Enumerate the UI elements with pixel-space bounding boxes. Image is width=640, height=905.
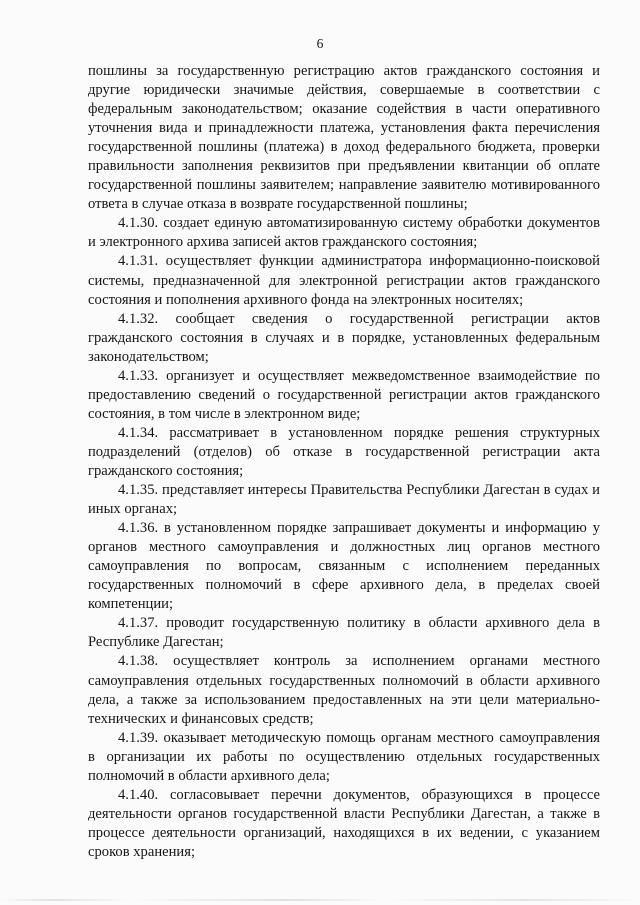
item-4-1-32: 4.1.32. сообщает сведения о государственной регистрации актов гражданского состояния в случаях и в порядке, установленных федеральным законодательством;	[88, 310, 600, 365]
item-4-1-39: 4.1.39. оказывает методическую помощь органам местного самоуправления в организации их работы по осуществлению отдельных государственных полномочий в области архивного дела;	[88, 729, 600, 784]
item-4-1-30: 4.1.30. создает единую автоматизированную систему обработки документов и электронного архива записей актов гражданского состояния;	[88, 215, 600, 251]
item-4-1-33: 4.1.33. организует и осуществляет межведомственное взаимодействие по предоставлению сведений о государственной регистрации актов гражданского состояния, в том числе в электронном виде;	[88, 367, 600, 422]
item-4-1-37: 4.1.37. проводит государственную политику в области архивного дела в Республике Дагестан;	[88, 615, 600, 651]
item-4-1-40: 4.1.40. согласовывает перечни документов, образующихся в процессе деятельности органов государственной власти Республики Дагестан, а также в процессе деятельности организаций, находящихся в их ведении, с указанием сроков хранения;	[88, 786, 600, 860]
item-4-1-35: 4.1.35. представляет интересы Правительства Республики Дагестан в судах и иных органах;	[88, 482, 600, 518]
item-4-1-36: 4.1.36. в установленном порядке запрашивает документы и информацию у органов местного самоуправления и должностных лиц органов местного самоуправления по вопросам, связанным с исполнением переданных государственных полномочий в сфере архивного дела, в пределах своей компетенции;	[88, 520, 600, 613]
page-number: 6	[316, 36, 324, 51]
item-4-1-31: 4.1.31. осуществляет функции администратора информационно-поисковой системы, предназначенной для электронной регистрации актов гражданского состояния и пополнения архивного фонда на электронных носителях;	[88, 253, 600, 308]
scan-bottom-edge	[0, 899, 640, 901]
document-body	[88, 62, 600, 862]
item-4-1-38: 4.1.38. осуществляет контроль за исполнением органами местного самоуправления отдельных государственных полномочий в области архивного дела, а также за использованием предоставленных на эти цели материально-технических и финансовых средств;	[88, 653, 600, 727]
item-4-1-34: 4.1.34. рассматривает в установленном порядке решения структурных подразделений (отделов) об отказе в государственной регистрации акта гражданского состояния;	[88, 424, 600, 479]
continued-paragraph: пошлины за государственную регистрацию актов гражданского состояния и другие юридически значимые действия, совершаемые в соответствии с федеральным законодательством; оказание содействия в части оперативного уточнения вида и принадлежности платежа, установления факта перечисления государственной пошлины (платежа) в доход федерального бюджета, проверки правильности заполнения реквизитов при предъявлении квитанции об оплате государственной пошлины заявителем; направление заявителю мотивированного ответа в случае отказа в возврате государственной пошлины;	[88, 63, 600, 213]
